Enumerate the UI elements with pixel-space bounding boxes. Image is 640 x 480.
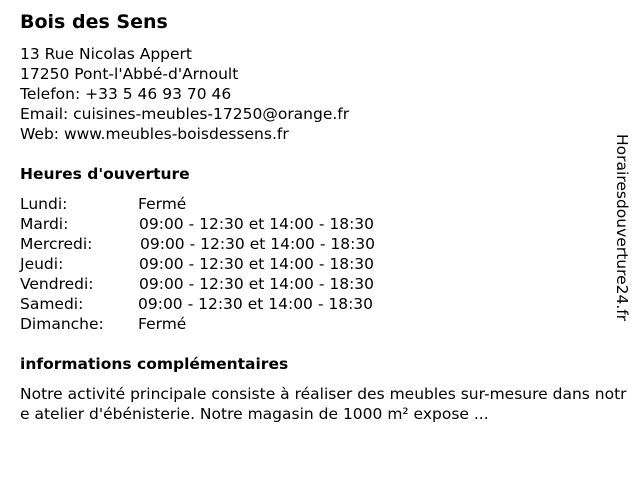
email-line: Email: cuisines-meubles-17250@orange.fr [20,105,350,123]
day-label: Samedi: [20,295,84,313]
day-hours: 09:00 - 12:30 et 14:00 - 18:30 [139,255,375,273]
day-hours: 09:00 - 12:30 et 14:00 - 18:30 [139,275,375,293]
business-name: Bois des Sens [20,11,168,33]
day-hours: 09:00 - 12:30 et 14:00 - 18:30 [138,295,374,313]
day-label: Lundi: [20,195,68,213]
address-city: 17250 Pont-l'Abbé-d'Arnoult [20,65,239,83]
day-hours: Fermé [138,315,187,333]
site-watermark: Horairesdouverture24.fr [613,134,631,322]
contact-block [20,44,349,144]
address-street: 13 Rue Nicolas Appert [20,45,192,63]
web-line: Web: www.meubles-boisdessens.fr [20,125,289,143]
day-label: Mardi: [20,215,69,233]
day-hours: Fermé [138,195,187,213]
day-label: Mercredi: [20,235,93,253]
day-label: Vendredi: [20,275,94,293]
info-description: Notre activité principale consiste à réaliser des meubles sur-mesure dans notre atelier d'ébénisterie. Notre magasin de 1000 m² expose ... [20,385,627,423]
phone-line: Telefon: +33 5 46 93 70 46 [20,85,232,103]
info-heading: informations complémentaires [20,355,289,373]
day-label: Jeudi: [20,255,64,273]
opening-hours-heading: Heures d'ouverture [20,165,190,183]
day-hours: 09:00 - 12:30 et 14:00 - 18:30 [140,235,376,253]
day-hours: 09:00 - 12:30 et 14:00 - 18:30 [139,215,375,233]
day-label: Dimanche: [20,315,104,333]
